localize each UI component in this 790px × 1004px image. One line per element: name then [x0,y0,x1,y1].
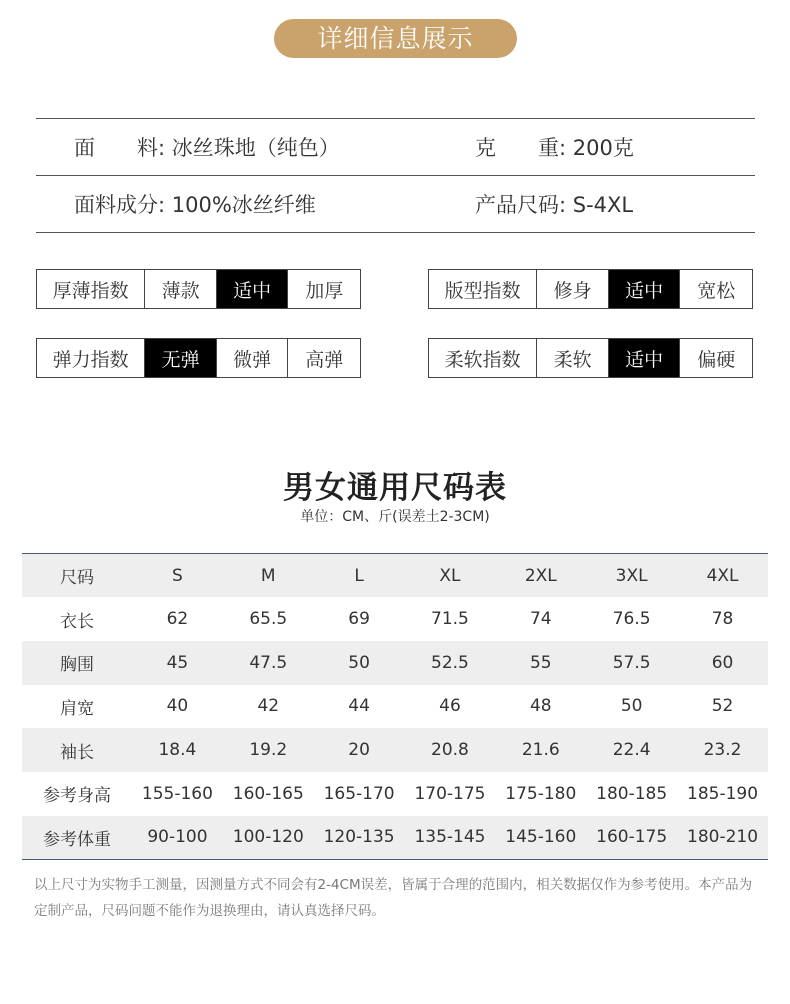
table-cell: 45 [132,641,223,685]
table-cell: 71.5 [405,597,496,641]
table-cell: 18.4 [132,728,223,772]
section-banner [274,19,517,58]
row-label-cell: 参考身高 [22,772,132,816]
table-row [22,772,768,816]
fabric-value: 冰丝珠地（纯色） [171,136,340,160]
table-cell: XL [405,554,496,598]
row-label-cell: 肩宽 [22,685,132,729]
fit-meter [428,269,753,309]
table-cell: 180-185 [586,772,677,816]
table-cell: 50 [586,685,677,729]
thickness-option-thick: 加厚 [287,270,360,308]
table-cell: 46 [405,685,496,729]
table-cell: 69 [314,597,405,641]
table-cell: 2XL [495,554,586,598]
size-chart-title: 男女通用尺码表 [283,470,507,506]
table-cell: 4XL [677,554,768,598]
fit-option-slim: 修身 [536,270,608,308]
elasticity-option-none: 无弹 [144,339,216,377]
fabric-label: 面 料: [74,136,166,160]
table-header-row [22,554,768,598]
table-cell: 48 [495,685,586,729]
table-cell: M [223,554,314,598]
softness-option-stiff: 偏硬 [679,339,752,377]
composition-value: 100%冰丝纤维 [171,193,316,217]
table-cell: S [132,554,223,598]
size-range-value: S-4XL [572,193,634,217]
table-cell: 55 [495,641,586,685]
table-cell: 165-170 [314,772,405,816]
table-row [22,816,768,860]
size-range-info [475,189,633,219]
table-cell: 90-100 [132,816,223,860]
row-label-cell: 胸围 [22,641,132,685]
composition-label: 面料成分: [74,193,166,217]
softness-option-soft: 柔软 [536,339,608,377]
table-cell: 60 [677,641,768,685]
table-cell: 22.4 [586,728,677,772]
elasticity-option-slight: 微弹 [216,339,288,377]
fit-option-loose: 宽松 [679,270,752,308]
table-cell: 145-160 [495,816,586,860]
table-row [22,685,768,729]
table-cell: 65.5 [223,597,314,641]
measurement-note: 以上尺寸为实物手工测量，因测量方式不同会有2-4CM误差，皆属于合理的范围内，相关数据仅作为参考使用。本产品为定制产品，尺码问题不能作为退换理由，请认真选择尺码。 [34,877,753,919]
table-cell: 52.5 [405,641,496,685]
table-cell: 175-180 [495,772,586,816]
table-cell: 3XL [586,554,677,598]
table-cell: 42 [223,685,314,729]
softness-meter [428,338,753,378]
table-cell: 74 [495,597,586,641]
row-label-cell: 尺码 [22,554,132,598]
thickness-option-thin: 薄款 [144,270,216,308]
row-label-cell: 衣长 [22,597,132,641]
table-cell: 40 [132,685,223,729]
table-cell: 76.5 [586,597,677,641]
softness-meter-label: 柔软指数 [444,348,521,371]
size-chart-unit: 单位：CM、斤(误差土2-3CM) [300,509,490,525]
fit-option-regular: 适中 [608,270,680,308]
table-cell: 100-120 [223,816,314,860]
size-chart-table [22,553,768,860]
thickness-meter [36,269,361,309]
thickness-meter-label: 厚薄指数 [52,279,129,302]
table-cell: 160-175 [586,816,677,860]
weight-info [475,132,634,162]
size-range-label: 产品尺码: [475,193,567,217]
table-cell: 52 [677,685,768,729]
table-cell: 78 [677,597,768,641]
table-cell: 50 [314,641,405,685]
table-cell: 180-210 [677,816,768,860]
elasticity-option-high: 高弹 [287,339,360,377]
elasticity-meter-label: 弹力指数 [52,348,129,371]
table-cell: 135-145 [405,816,496,860]
table-cell: 44 [314,685,405,729]
divider-middle [36,175,755,176]
table-cell: 160-165 [223,772,314,816]
row-label-cell: 参考体重 [22,816,132,860]
softness-option-medium: 适中 [608,339,680,377]
table-cell: L [314,554,405,598]
weight-label: 克 重: [475,136,567,160]
table-cell: 23.2 [677,728,768,772]
table-row [22,641,768,685]
composition-info [74,189,316,219]
table-cell: 120-135 [314,816,405,860]
table-row [22,728,768,772]
divider-bottom [36,232,755,233]
banner-title: 详细信息展示 [317,24,474,53]
fabric-info [74,132,340,162]
elasticity-meter [36,338,361,378]
weight-value: 200克 [572,136,634,160]
table-cell: 20.8 [405,728,496,772]
table-cell: 155-160 [132,772,223,816]
row-label-cell: 袖长 [22,728,132,772]
table-cell: 20 [314,728,405,772]
table-row [22,597,768,641]
table-cell: 21.6 [495,728,586,772]
divider-top [36,118,755,119]
table-cell: 19.2 [223,728,314,772]
table-cell: 170-175 [405,772,496,816]
fit-meter-label: 版型指数 [444,279,521,302]
table-cell: 47.5 [223,641,314,685]
table-cell: 57.5 [586,641,677,685]
table-cell: 185-190 [677,772,768,816]
table-cell: 62 [132,597,223,641]
thickness-option-medium: 适中 [216,270,288,308]
